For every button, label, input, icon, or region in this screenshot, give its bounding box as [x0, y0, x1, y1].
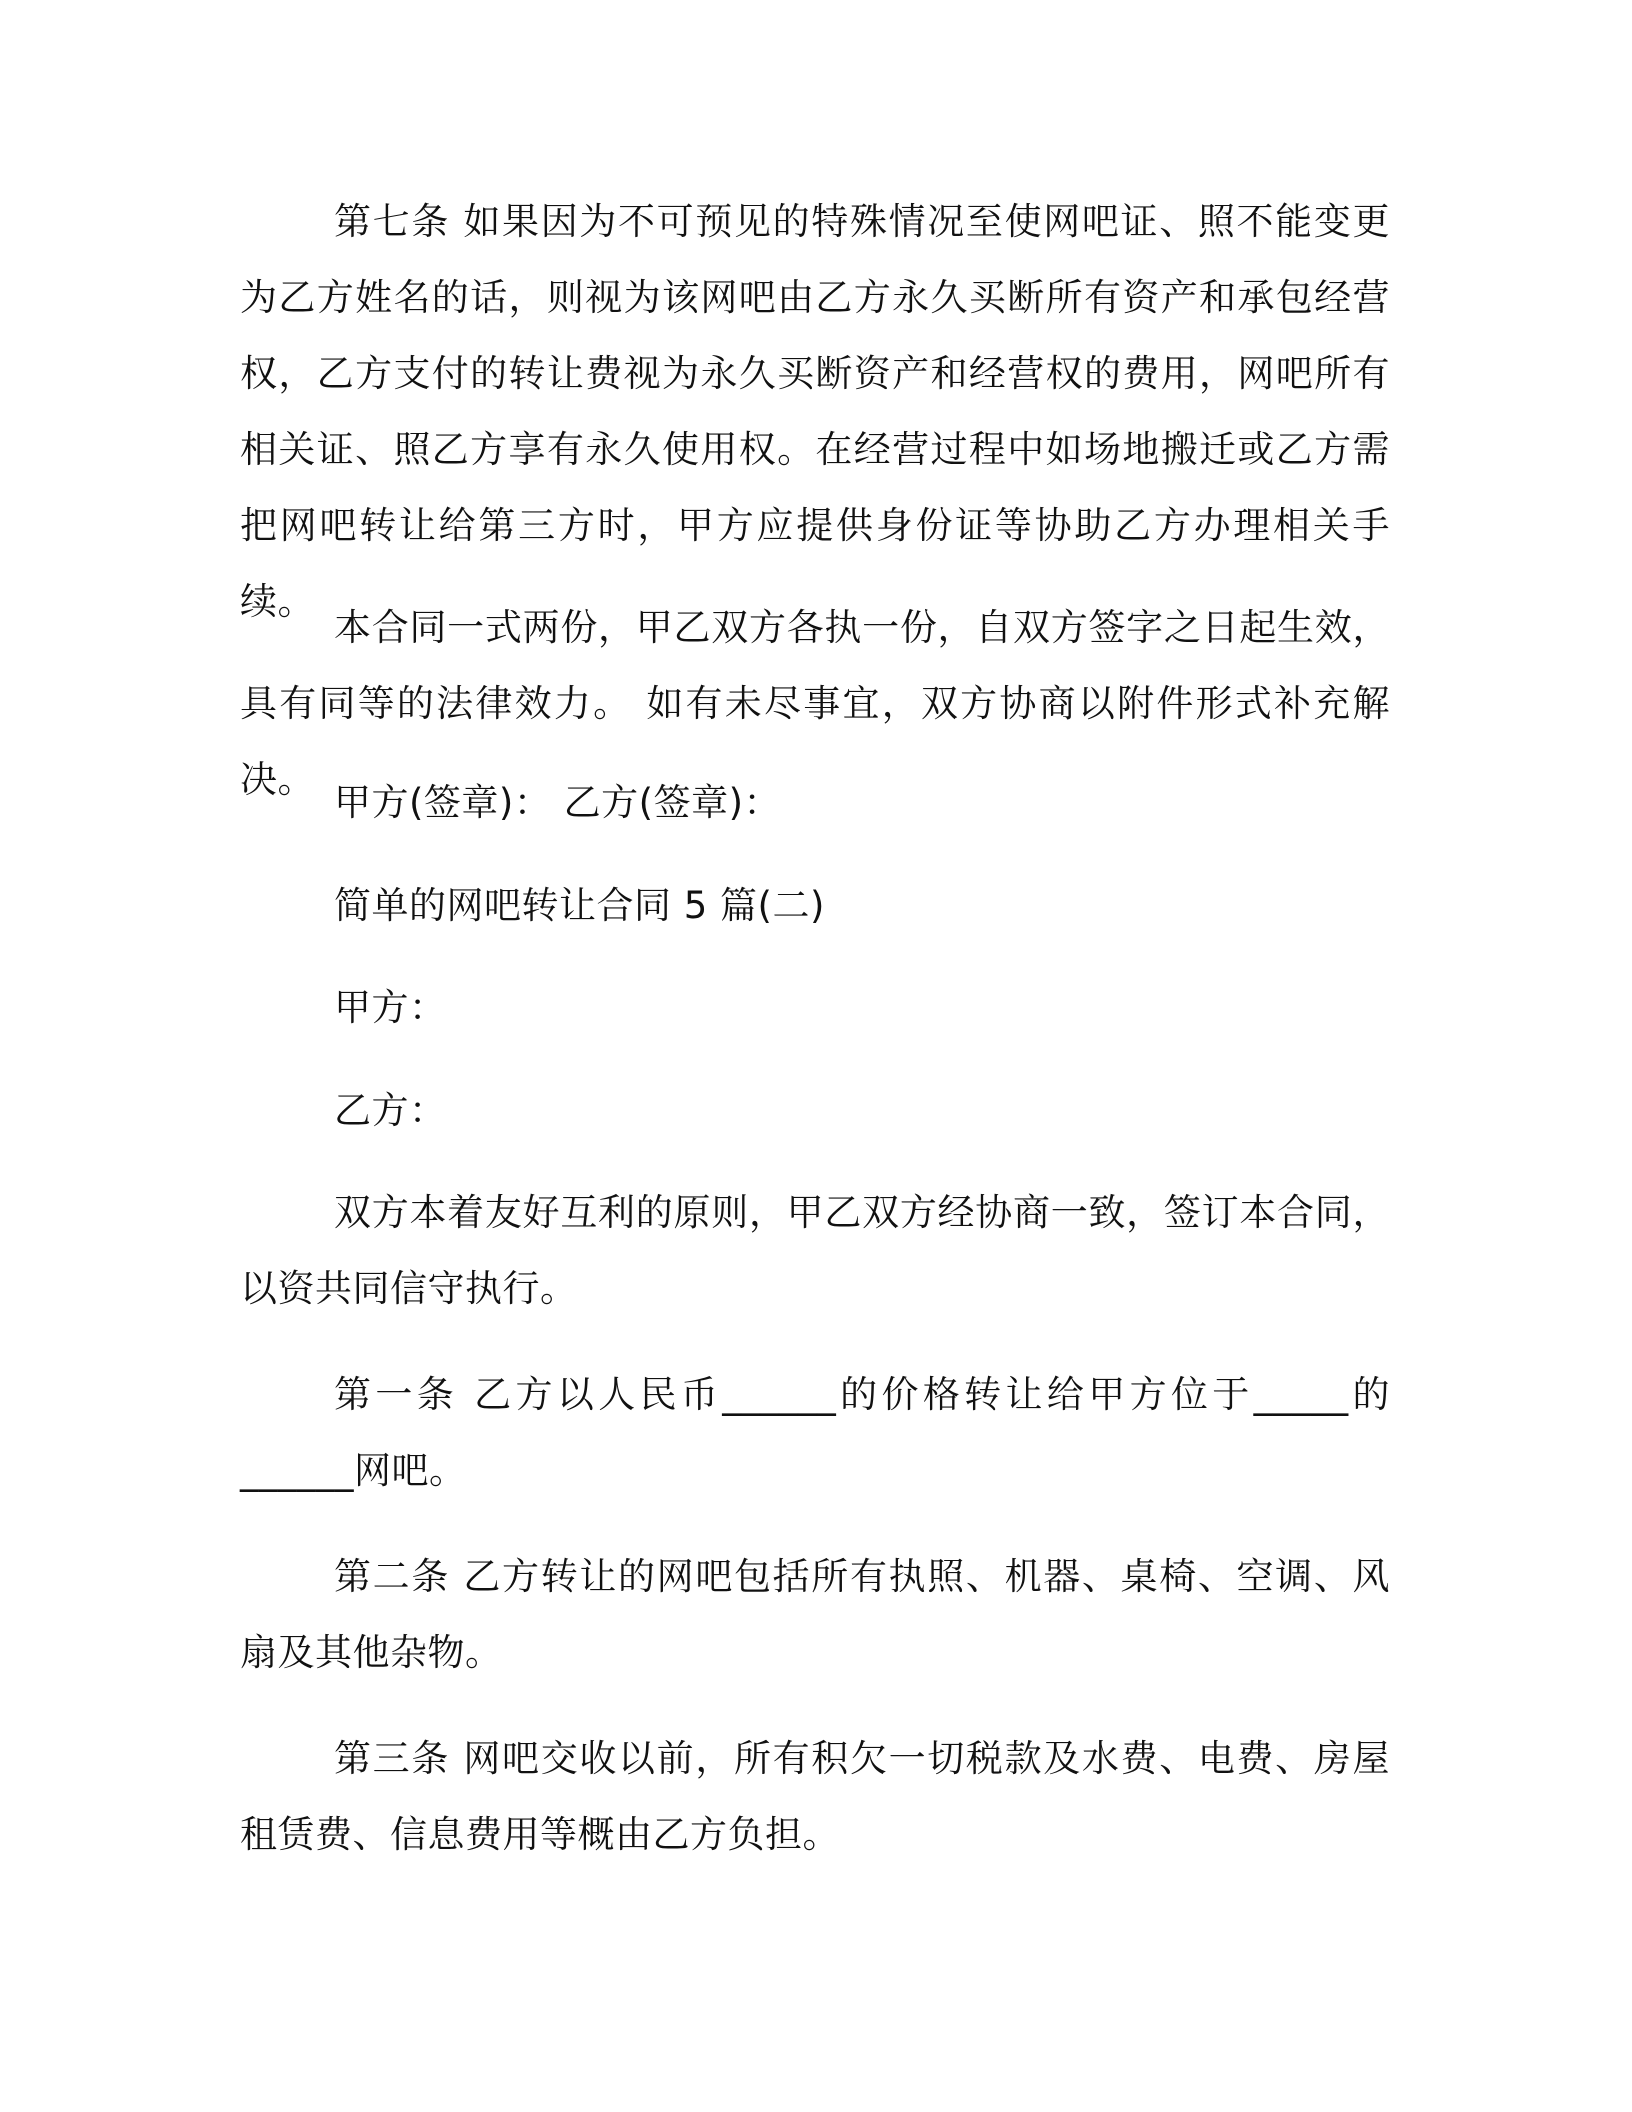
paragraph-article-7: 第七条 如果因为不可预见的特殊情况至使网吧证、照不能变更为乙方姓名的话，则视为该网吧由乙方永久买断所有资产和承包经营权，乙方支付的转让费视为永久买断资产和经营权的费用，网吧所有相关证、照乙方享有永久使用权。在经营过程中如场地搬迁或乙方需把网吧转让给第三方时，甲方应提供身份证等协助乙方办理相关手续。 — [240, 200, 1390, 623]
party-b-line: 乙方： — [334, 1089, 447, 1132]
paragraph-article-1: 第一条 乙方以人民币______的价格转让给甲方位于_____的______网吧。 — [240, 1373, 1390, 1492]
party-a-line: 甲方： — [334, 986, 447, 1029]
paragraph-article-3: 第三条 网吧交收以前，所有积欠一切税款及水费、电费、房屋租赁费、信息费用等概由乙方负担。 — [240, 1737, 1390, 1856]
paragraph-article-2: 第二条 乙方转让的网吧包括所有执照、机器、桌椅、空调、风扇及其他杂物。 — [240, 1555, 1390, 1674]
paragraph-preamble: 双方本着友好互利的原则，甲乙双方经协商一致，签订本合同，以资共同信守执行。 — [240, 1191, 1390, 1310]
section-title: 简单的网吧转让合同 5 篇(二) — [334, 884, 825, 927]
paragraph-copies-validity: 本合同一式两份，甲乙双方各执一份，自双方签字之日起生效，具有同等的法律效力。 如有未尽事宜，双方协商以附件形式补充解决。 — [240, 606, 1390, 801]
paragraph-signatures: 甲方(签章)： 乙方(签章)： — [334, 781, 782, 824]
